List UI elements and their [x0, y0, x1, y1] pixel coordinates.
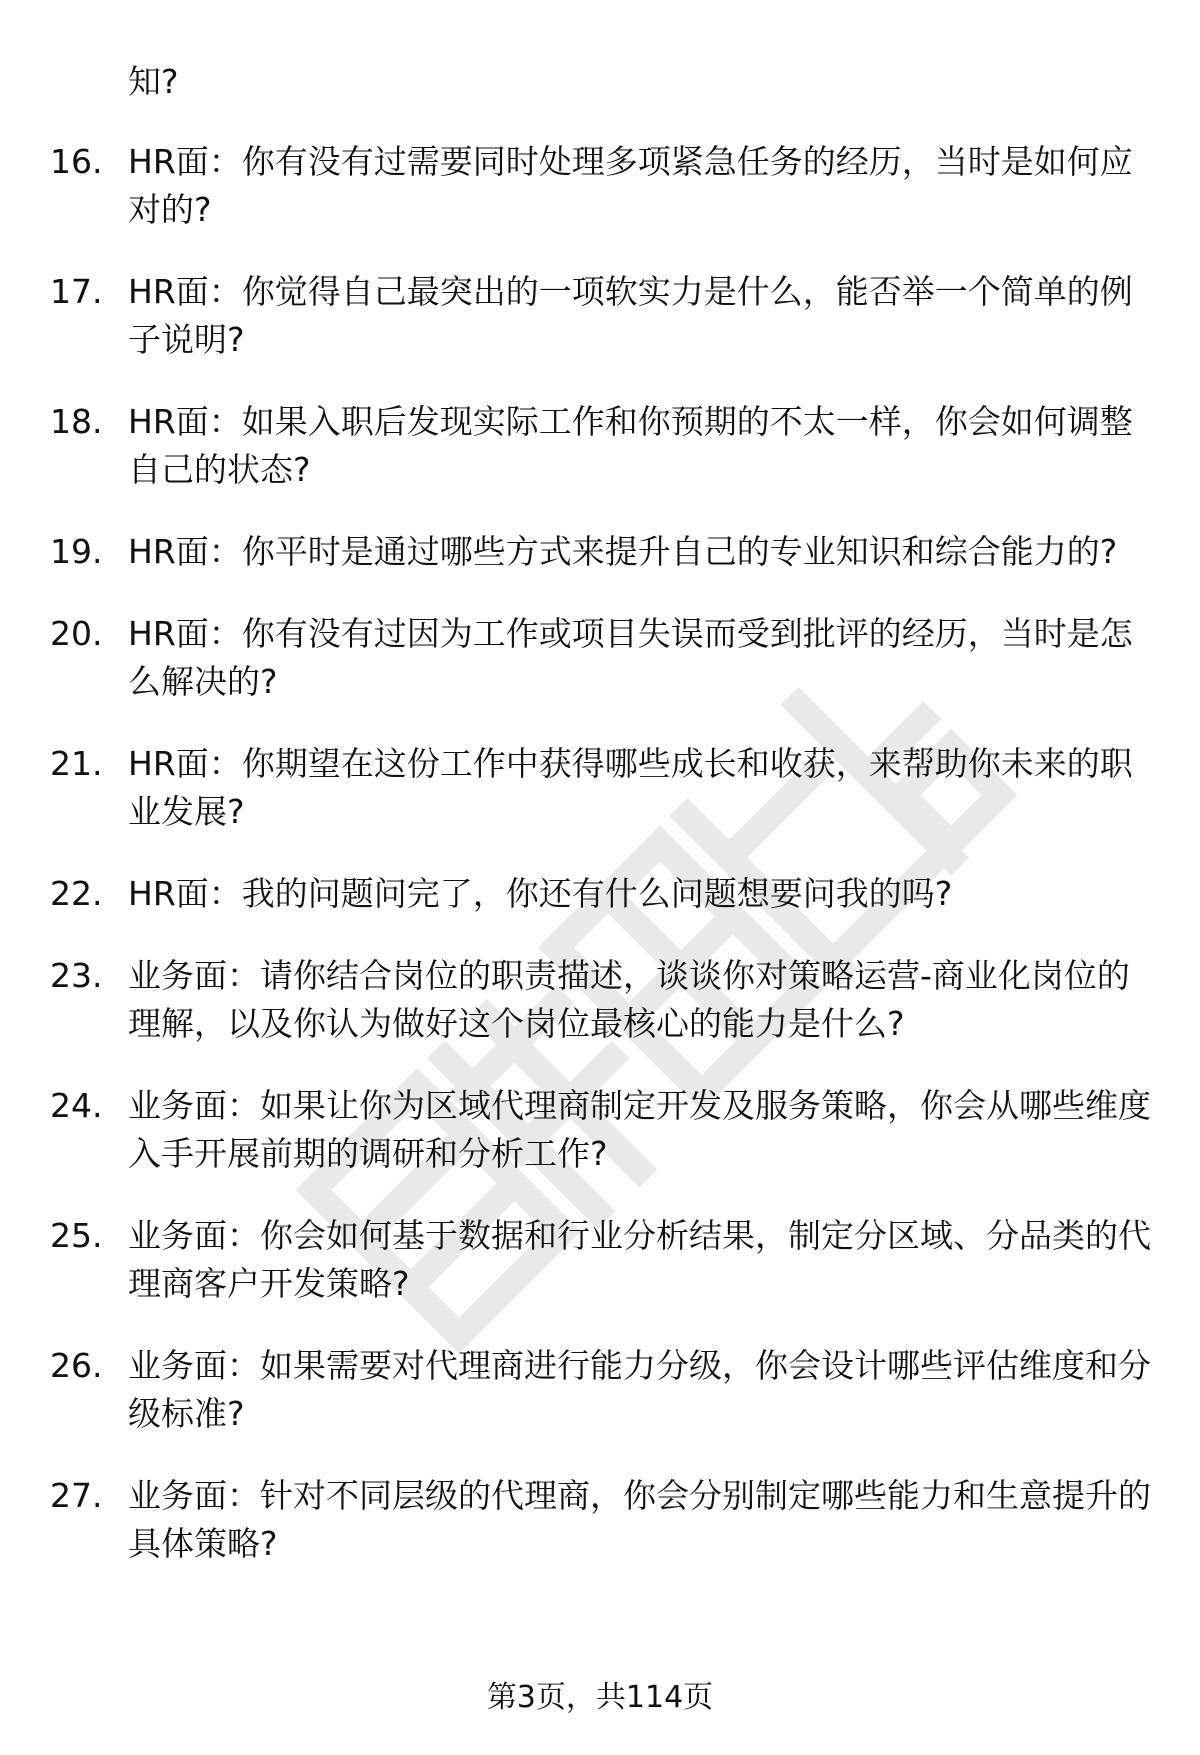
question-number: 16. [50, 142, 103, 181]
question-number: 20. [50, 614, 103, 653]
question-number: 17. [50, 272, 103, 311]
question-number: 19. [50, 532, 103, 571]
question-text: HR面：你觉得自己最突出的一项软实力是什么，能否举一个简单的例子说明? [128, 272, 1133, 359]
question-text: 业务面：如果需要对代理商进行能力分级，你会设计哪些评估维度和分级标准? [128, 1346, 1151, 1433]
question-text: HR面：你有没有过因为工作或项目失误而受到批评的经历，当时是怎么解决的? [128, 614, 1133, 701]
question-item [50, 268, 1160, 364]
question-item [50, 610, 1160, 706]
carryover-text: 知? [128, 62, 179, 101]
question-number: 18. [50, 402, 103, 441]
question-number: 22. [50, 874, 103, 913]
question-item [50, 138, 1160, 234]
question-item [50, 1342, 1160, 1438]
question-text: HR面：我的问题问完了，你还有什么问题想要问我的吗? [128, 874, 953, 913]
question-number: 27. [50, 1476, 103, 1515]
question-number: 26. [50, 1346, 103, 1385]
question-item [50, 952, 1160, 1048]
question-text: 业务面：针对不同层级的代理商，你会分别制定哪些能力和生意提升的具体策略? [128, 1476, 1151, 1563]
question-list [50, 138, 1160, 1602]
question-text: 业务面：如果让你为区域代理商制定开发及服务策略，你会从哪些维度入手开展前期的调研和分析工作? [128, 1086, 1151, 1173]
question-item [50, 1472, 1160, 1568]
question-text: HR面：你有没有过需要同时处理多项紧急任务的经历，当时是如何应对的? [128, 142, 1133, 229]
question-number: 21. [50, 744, 103, 783]
question-text: 业务面：你会如何基于数据和行业分析结果，制定分区域、分品类的代理商客户开发策略? [128, 1216, 1151, 1303]
question-text: HR面：你期望在这份工作中获得哪些成长和收获，来帮助你未来的职业发展? [128, 744, 1133, 831]
question-number: 24. [50, 1086, 103, 1125]
question-item [50, 740, 1160, 836]
question-item [50, 528, 1160, 576]
question-item [50, 870, 1160, 918]
question-number: 23. [50, 956, 103, 995]
question-text: HR面：你平时是通过哪些方式来提升自己的专业知识和综合能力的? [128, 532, 1118, 571]
page-footer: 第3页，共114页 [486, 1680, 714, 1715]
question-item [50, 398, 1160, 494]
question-text: 业务面：请你结合岗位的职责描述，谈谈你对策略运营-商业化岗位的理解，以及你认为做好这个岗位最核心的能力是什么? [128, 956, 1130, 1043]
question-text: HR面：如果入职后发现实际工作和你预期的不太一样，你会如何调整自己的状态? [128, 402, 1133, 489]
question-number: 25. [50, 1216, 103, 1255]
question-item [50, 1212, 1160, 1308]
question-item [50, 1082, 1160, 1178]
